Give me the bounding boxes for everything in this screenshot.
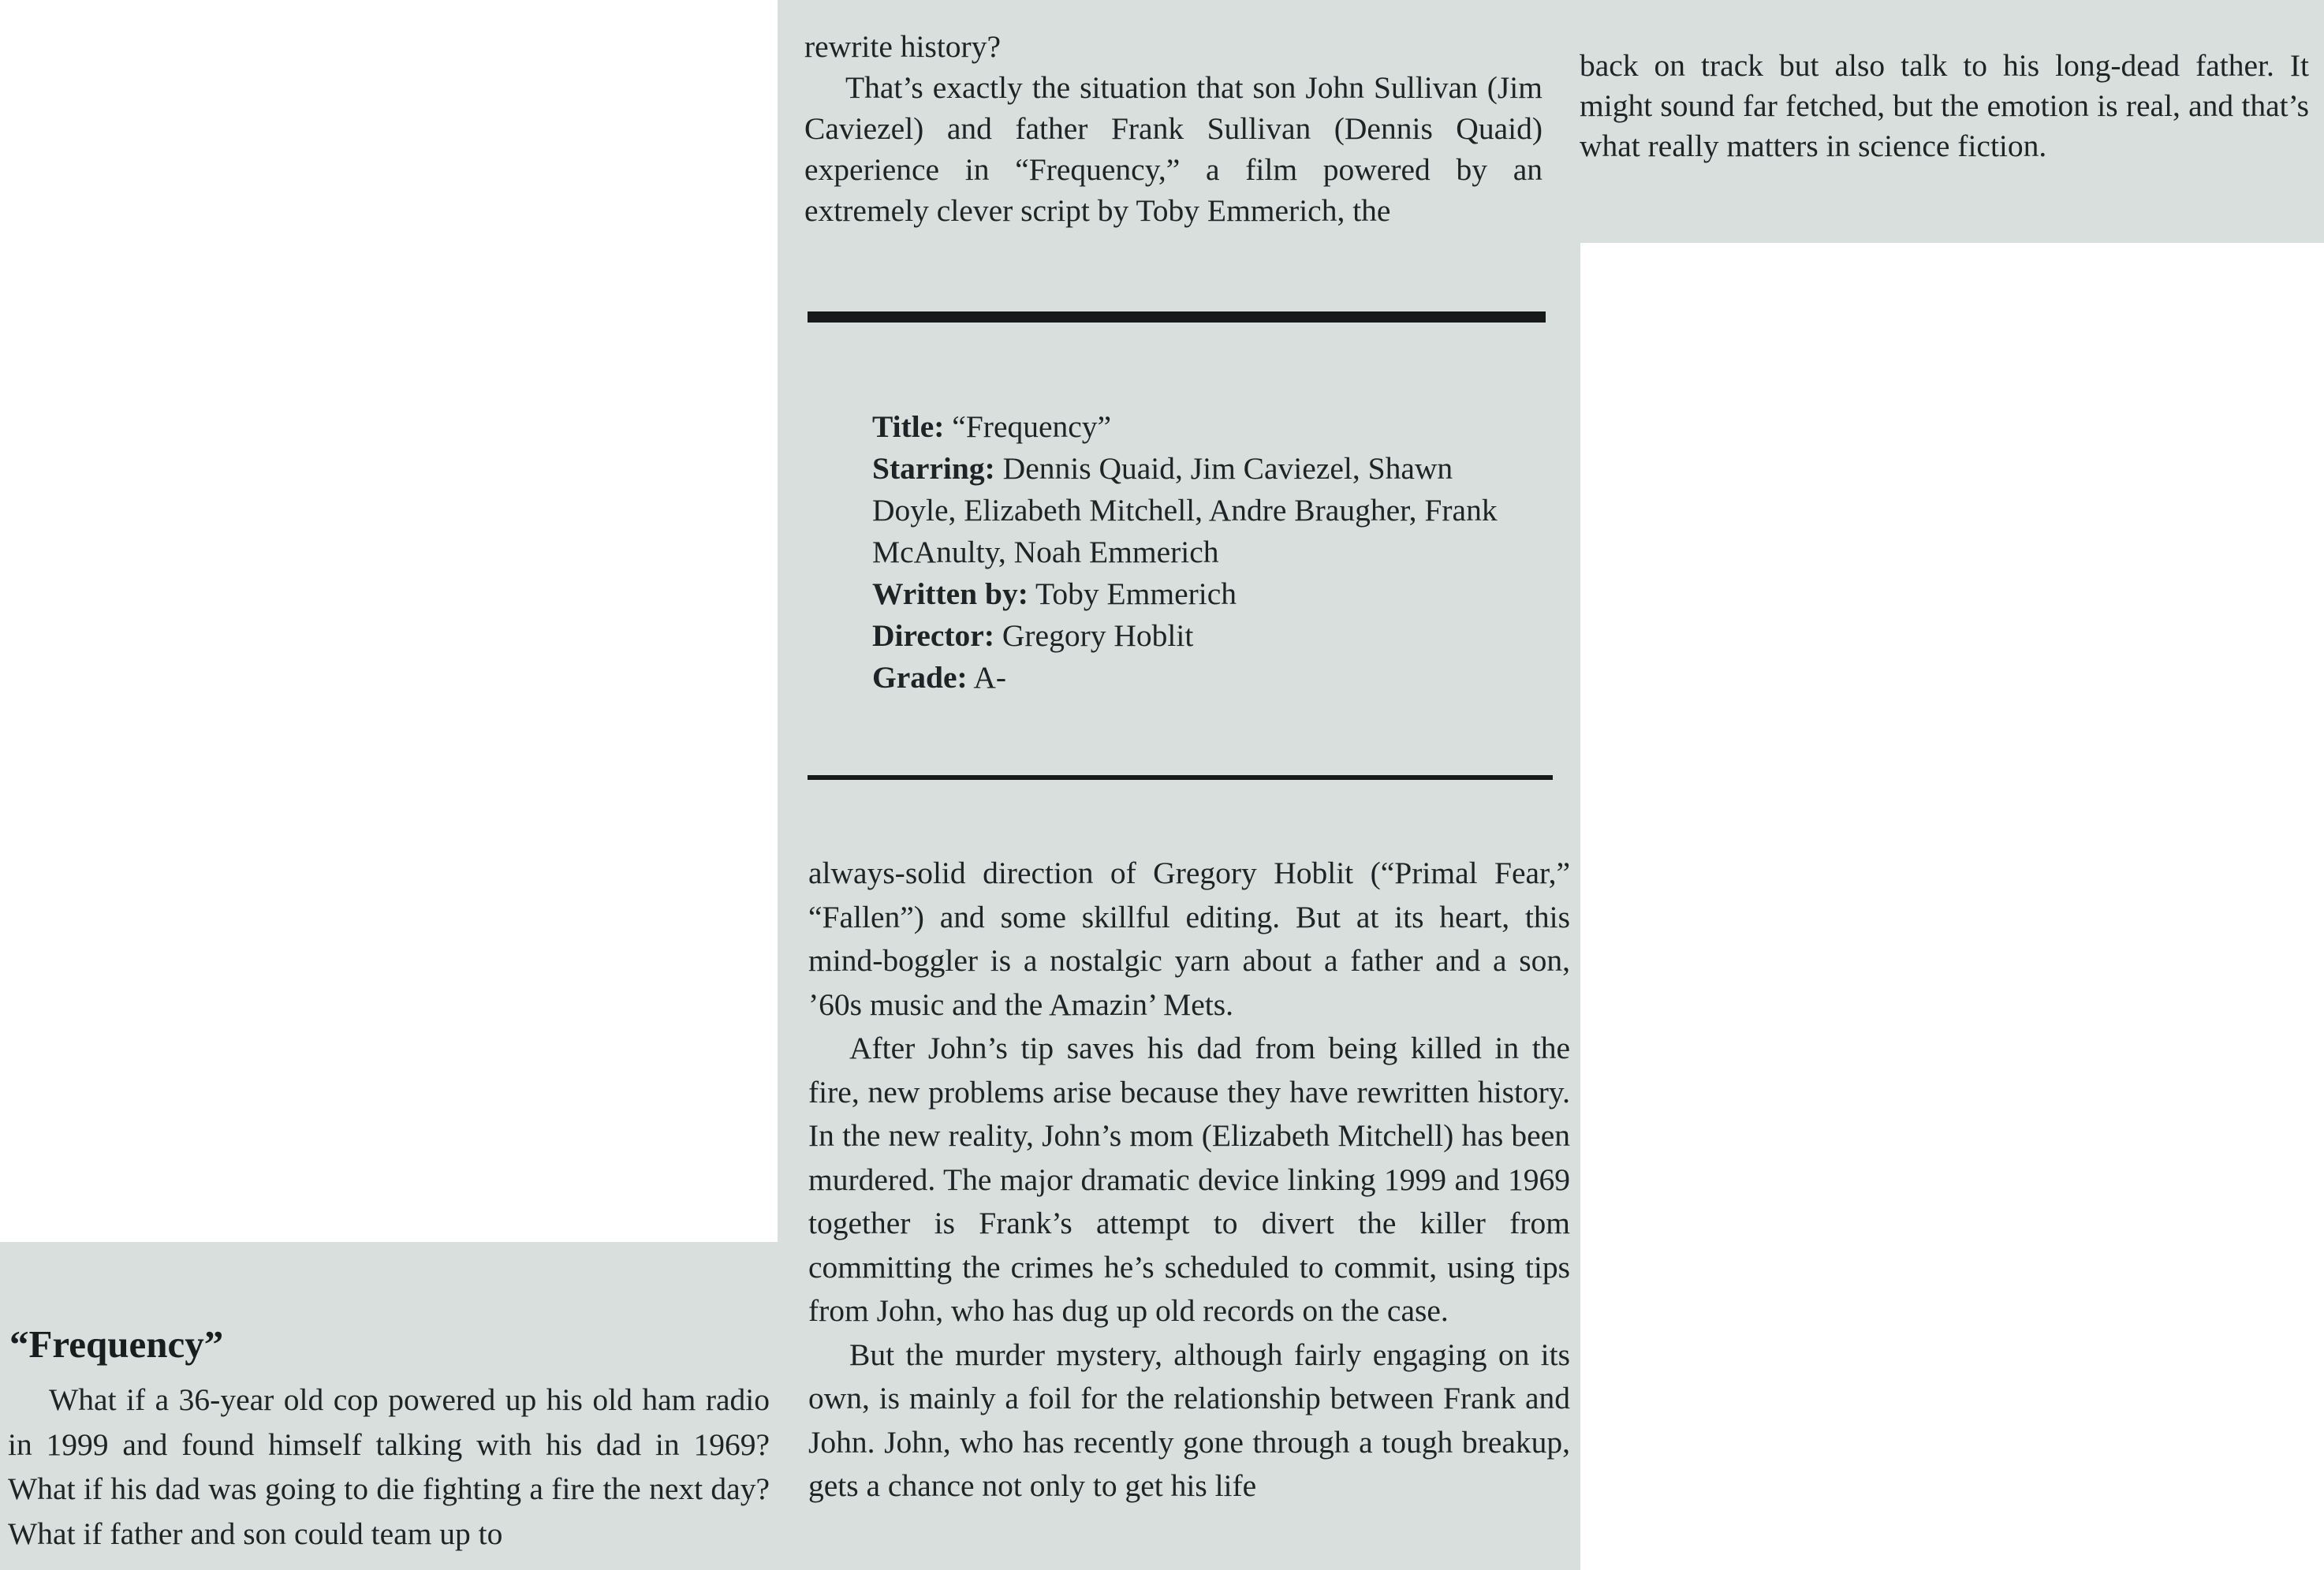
middle-column-bottom-text <box>808 852 1570 1508</box>
info-starring-label: Starring: <box>872 451 995 486</box>
info-starring-row <box>872 448 1535 573</box>
left-column-bottom-text <box>8 1378 770 1556</box>
info-title-value: “Frequency” <box>952 409 1112 444</box>
info-written-label: Written by: <box>872 576 1028 611</box>
paragraph-rewrite-history: rewrite history? <box>804 29 1001 64</box>
movie-info-box <box>872 406 1535 699</box>
info-director-value: Gregory Hoblit <box>1002 618 1194 653</box>
info-director-row <box>872 615 1535 657</box>
info-written-value: Toby Emmerich <box>1035 576 1237 611</box>
info-grade-value: A- <box>973 660 1007 695</box>
right-column-top-text <box>1580 46 2309 166</box>
info-title-label: Title: <box>872 409 945 444</box>
paragraph-situation: That’s exactly the situation that son John Sullivan (Jim Caviezel) and father Frank Sullivan (Dennis Quaid) experience in “Frequency,” a film powered by an extremely clever script by Toby Emmerich, the <box>804 70 1542 228</box>
info-box-top-rule <box>808 311 1546 323</box>
paragraph-murder-mystery: But the murder mystery, although fairly engaging on its own, is mainly a foil for the relationship between Frank and John. John, who has recently gone through a tough breakup, gets a chance not only to get his life <box>808 1337 1570 1503</box>
info-grade-row <box>872 657 1535 699</box>
info-box-bottom-rule <box>808 775 1553 780</box>
paragraph-new-problems: After John’s tip saves his dad from being killed in the fire, new problems arise because they have rewritten history. In the new reality, John’s mom (Elizabeth Mitchell) has been murdered. The major dramatic device linking 1999 and 1969 together is Frank’s attempt to divert the killer from committing the crimes he’s scheduled to commit, using tips from John, who has dug up old records on the case. <box>808 1031 1570 1328</box>
info-title-row <box>872 406 1535 448</box>
paragraph-science-fiction: back on track but also talk to his long-dead father. It might sound far fetched, but the emotion is real, and that’s what really matters in science fiction. <box>1580 48 2309 163</box>
info-written-row <box>872 573 1535 615</box>
paragraph-what-if: What if a 36-year old cop powered up his old ham radio in 1999 and found himself talking with his dad in 1969? What if his dad was going to die fighting a fire the next day? What if father and son could team up to <box>8 1382 770 1551</box>
info-director-label: Director: <box>872 618 994 653</box>
info-grade-label: Grade: <box>872 660 968 695</box>
paragraph-direction: always-solid direction of Gregory Hoblit (“Primal Fear,” “Fallen”) and some skillful editing. But at its heart, this mind-boggler is a nostalgic yarn about a father and a son, ’60s music and the Amazin’ Mets. <box>808 856 1570 1022</box>
info-starring-value: Dennis Quaid, Jim Caviezel, Shawn Doyle, Elizabeth Mitchell, Andre Braugher, Frank McAnulty, Noah Emmerich <box>872 451 1498 569</box>
review-headline: “Frequency” <box>9 1322 224 1366</box>
middle-column-top-text <box>804 26 1542 231</box>
